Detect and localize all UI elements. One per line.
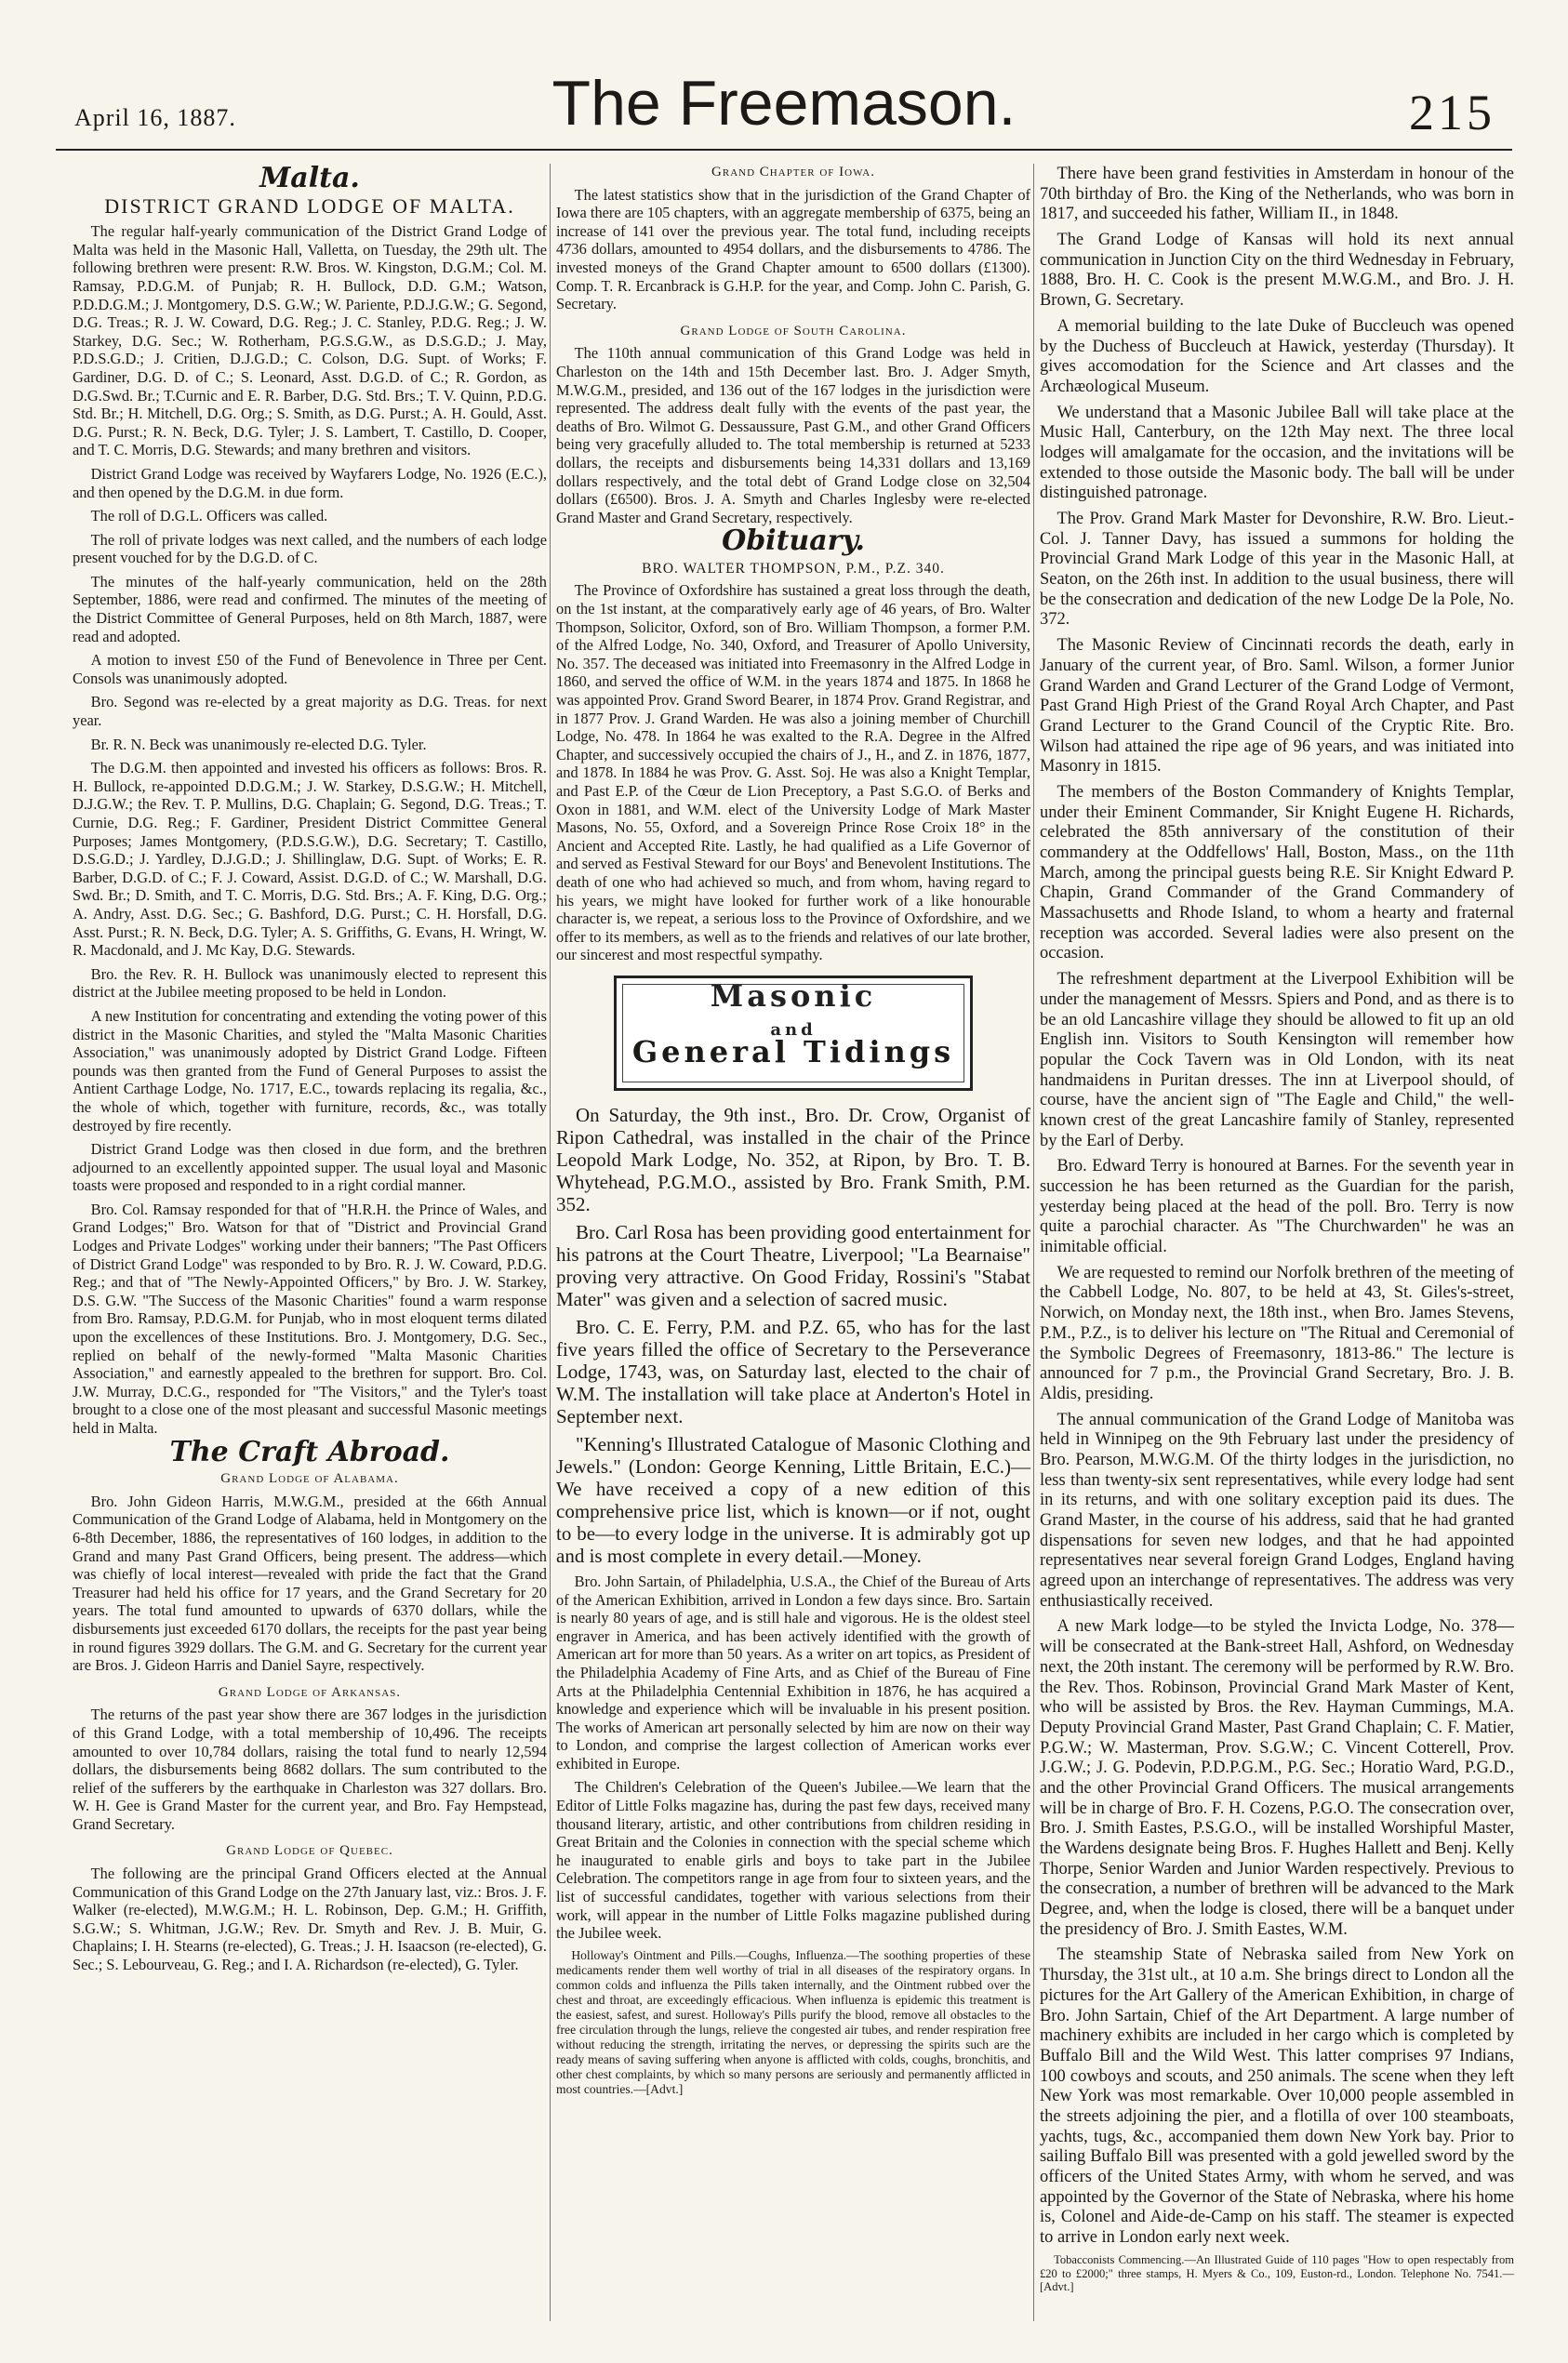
paragraph: The Masonic Review of Cincinnati records the death, early in January of the current year, of Bro. Saml. Wilson, a former Junior Grand Warden and Grand Lecturer of the Grand Lodge of Vermont, Past Grand High Priest of the Grand Royal Arch Chapter, and Past Grand Lecturer to the Grand Council of the Cryptic Rite. Bro. Wilson had attained the ripe age of 96 years, and was initiated into Masonry in 1815. xyxy=(1040,635,1514,776)
subheading: Grand Lodge of Arkansas. xyxy=(218,1684,402,1700)
paragraph: A new Mark lodge—to be styled the Invicta Lodge, No. 378—will be consecrated at the Bank-street Hall, Ashford, on Wednesday next, the 20th instant. The ceremony will be performed by R.W. Bro. the Rev. Thos. Robinson, Provincial Grand Mark Master of Kent, who will be assisted by Bros. the Rev. Hayman Cummings, M.A. Deputy Provincial Grand Master, Past Grand Chaplain; C. F. Matier, P.G.W.; W. Masterman, Prov. S.G.W.; C. Vincent Cotterell, Prov. J.G.W.; J. G. Podevin, P.D.P.G.M., P.G. Sec.; Horatio Ward, P.G.D., and the other Provincial Grand Officers. The musical arrangements will be in charge of Bro. F. H. Cozens, P.G.O. The consecration over, Bro. J. Smith Eastes, P.S.G.O., will be installed Worshipful Master, the Wardens designate being Bros. F. Hughes Hallett and Benj. Kelly Thorpe, Senior Warden and Junior Warden respectively. Previous to the consecration, a number of brethren will be advanced to the Mark Degree, and, when the lodge is closed, there will be a banquet under the presidency of Bro. J. Smith Eastes, W.M. xyxy=(1040,1616,1514,1938)
paragraph: On Saturday, the 9th inst., Bro. Dr. Crow, Organist of Ripon Cathedral, was installed in the chair of the Prince Leopold Mark Lodge, No. 352, at Ripon, by Bro. T. B. Whytehead, P.G.M.O., assisted by Bro. Frank Smith, P.M. 352. xyxy=(556,1103,1030,1215)
paragraph: Bro. C. E. Ferry, P.M. and P.Z. 65, who has for the last five years filled the office of Secretary to the Perseverance Lodge, 1743, was, on Saturday last, elected to the chair of W.M. The installation will take place at Anderton's Hotel in September next. xyxy=(556,1315,1030,1427)
banner-line: and xyxy=(770,1019,817,1040)
paper-title: The Freemason. xyxy=(551,68,1017,139)
column-divider xyxy=(1033,164,1034,2321)
paragraph: A motion to invest £50 of the Fund of Benevolence in Three per Cent. Consols was unanimously adopted. xyxy=(73,651,547,687)
paragraph: We are requested to remind our Norfolk brethren of the meeting of the Cabbell Lodge, No. 807, to be held at 43, St. Giles's-street, Norwich, on Monday next, the 18th inst., when Bro. James Stevens, P.M., P.Z., is to deliver his lecture on "The Ritual and Ceremonial of the Symbolic Degrees of Freemasonry, 1813-86." The lecture is announced for 7 p.m., the Provincial Grand Secretary, Bro. J. B. Aldis, presiding. xyxy=(1040,1262,1514,1402)
paragraph: The Children's Celebration of the Queen's Jubilee.—We learn that the Editor of Little Folks magazine has, during the past few days, received many thousand literary, artistic, and other contributions from children residing in Great Britain and the Colonies in connection with the special scheme which he inaugurated to enable girls and boys to take part in the Jubilee Celebration. The competitors range in age from four to sixteen years, and the list of successful candidates, together with various selections from their work, will appear in the number of Little Folks magazine published during the Jubilee week. xyxy=(556,1778,1030,1943)
paragraph: The annual communication of the Grand Lodge of Manitoba was held in Winnipeg on the 9th February last under the presidency of Bro. Pearson, M.W.G.M. Of the thirty lodges in the jurisdiction, no less than twenty-six sent representatives, while every lodge had sent in its returns, and with one solitary exception paid its dues. The Grand Master, in the course of his address, said that he had granted dispensations for seven new lodges, and that he had appointed representatives near several foreign Grand Lodges, England having agreed upon an interchange of representatives. The address was very enthusiastically received. xyxy=(1040,1409,1514,1610)
paragraph: The D.G.M. then appointed and invested his officers as follows: Bros. R. H. Bullock, re-appointed D.D.G.M.; J. W. Starkey, D.S.G.W.; H. Mitchell, D.J.G.W.; the Rev. T. P. Mullins, D.G. Chaplain; G. Segond, D.G. Treas.; T. Curnie, D.G. Reg.; F. Gardiner, President District Committee General Purposes; James Montgomery, (P.D.S.G.W.), D.G. Secretary; T. Castillo, D.S.G.D.; J. Yardley, D.J.G.D.; J. Shillinglaw, D.G. Supt. of Works; E. R. Barber, D.G.D. of C.; F. J. Coward, Assist. D.G.D. of C.; W. Marshall, D.G. Swd. Br.; D. Smith, and T. C. Morris, D.G. Std. Brs.; A. F. King, D.G. Org.; A. Andry, Asst. D.G. Sec.; G. Bashford, D.G. Purst.; C. H. Horsfall, D.G. Asst. Purst.; R. N. Beck, D.G. Tyler; A. S. Griffiths, G. Evans, H. Wringt, W. R. Macdonald, and J. Mc Kay, D.G. Stewards. xyxy=(73,759,547,960)
paragraph: There have been grand festivities in Amsterdam in honour of the 70th birthday of Bro. the King of the Netherlands, who was born in 1817, and succeeded his father, William II., in 1848. xyxy=(1040,164,1514,223)
paragraph: The minutes of the half-yearly communication, held on the 28th September, 1886, were read and confirmed. The minutes of the meeting of the District Committee of General Purposes, held on 8th March, 1887, were read and adopted. xyxy=(73,572,547,645)
issue-date: April 16, 1887. xyxy=(74,104,236,131)
page-number: 215 xyxy=(1409,85,1495,140)
paragraph: A memorial building to the late Duke of Buccleuch was opened by the Duchess of Buccleuch at Hawick, yesterday (Thursday). It gives accomodation for the Science and Art classes and the Archæological Museum. xyxy=(1040,315,1514,395)
subheading: Grand Lodge of Quebec. xyxy=(226,1843,393,1859)
paragraph: The Grand Lodge of Kansas will hold its next annual communication in Junction City on the third Wednesday in February, 1888, Bro. H. C. Cook is the present M.W.G.M., and Bro. J. H. Brown, G. Secretary. xyxy=(1040,230,1514,310)
paragraph: Br. R. N. Beck was unanimously re-elected D.G. Tyler. xyxy=(90,735,427,753)
masthead xyxy=(56,67,1512,141)
paragraph: "Kenning's Illustrated Catalogue of Masonic Clothing and Jewels." (London: George Kenning, Little Britain, E.C.)—We have received a copy of a new edition of this comprehensive price list, which is known—or if not, ought to be—to every lodge in the universe. It is admirably got up and is most complete in every detail.—Money. xyxy=(556,1432,1030,1567)
section-title-craft-abroad: The Craft Abroad. xyxy=(169,1435,450,1468)
paragraph: Bro. John Sartain, of Philadelphia, U.S.A., the Chief of the Bureau of Arts of the American Exhibition, arrived in London a few days since. Bro. Sartain is nearly 80 years of age, and is still hale and vigorous. He is the oldest steel engraver in America, and has been actively identified with the growth of American art for more than 50 years. As a writer on art topics, as President of the Philadelphia Academy of Fine Arts, and as Chief of the Bureau of Fine Arts at the Philadelphia Centennial Exhibition in 1876, he has acquired a knowledge and experience which will be invaluable in his present position. The works of American art personally selected by him are now on their way to London, and comprise the largest collection of American works ever exhibited in Europe. xyxy=(556,1572,1030,1772)
column-1 xyxy=(73,164,547,1980)
column-2 xyxy=(556,164,1030,2103)
paragraph: The regular half-yearly communication of the District Grand Lodge of Malta was held in the Masonic Hall, Valletta, on Tuesday, the 29th ult. The following brethren were present: R.W. Bros. W. Kingston, D.G.M.; Col. M. Ramsay, P.D.G.M. of Punjab; R. H. Bullock, D.D. G.M.; Watson, P.D.D.G.M.; J. Montgomery, D.S. G.W.; W. Pariente, P.D.J.G.W.; G. Segond, D.G. Treas.; R. J. W. Coward, D.G. Reg.; J. C. Stanley, P.D.G. Reg.; J. W. Starkey, D.G. Sec.; W. Rotherham, P.G.S.G.W., as D.S.G.D.; J. May, P.D.S.G.D.; J. Critien, D.J.G.D.; C. Colson, D.G. Supt. of Works; F. Gardiner, D.G. D. of C.; S. Leonard, Asst. D.G.D. of C.; R. Gordon, as D.G.Swd. Br.; T.Curnic and E. R. Barber, D.G. Std. Brs.; T. V. Quinn, P.D.G. Std. Br.; H. Mitchell, D.G. Org.; S. Smith, as D.G. Purst.; A. H. Gould, Asst. D.G. Purst.; R. N. Beck, D.G. Tyler; J. S. Lambert, T. Castillo, D. Cooper, and T. C. Morris, D.G. Stewards; and many brethren and visitors. xyxy=(73,222,547,459)
paragraph: The refreshment department at the Liverpool Exhibition will be under the management of Messrs. Spiers and Pond, and as there is to be an old Lancashire village they should be allowed to fit up an old English inn. Visitors to South Kensington will remember how popular the Cock Tavern was in Old London, with its neat handmaidens in Puritan dresses. The inn at Liverpool should, of course, have the ancient sign of "The Eagle and Child," the well-known crest of the great Lancashire family of Stanley, represented by the Earl of Derby. xyxy=(1040,969,1514,1149)
masthead-rule xyxy=(56,149,1512,151)
masonic-tidings-banner xyxy=(614,976,973,1091)
subheading: Grand Chapter of Iowa. xyxy=(711,165,875,179)
paragraph: We understand that a Masonic Jubilee Ball will take place at the Music Hall, Canterbury, on the 12th May next. The three local lodges will amalgamate for the occasion, and the invitations will be extended to those outside the Masonic body. The ball will be under distinguished patronage. xyxy=(1040,402,1514,502)
paragraph: The members of the Boston Commandery of Knights Templar, under their Eminent Commander, Sir Knight Eugene H. Richards, celebrated the 85th anniversary of the constitution of their commandery at the Oddfellows' Hall, Boston, Mass., on the 11th March, among the principal guests being R.E. Sir Knight Edward P. Chapin, Grand Commander of the Grand Commandery of Massachusetts and Rhode Island, to whom a hearty and fraternal reception was accorded. Several ladies were also present on the occasion. xyxy=(1040,781,1514,962)
paragraph: The Province of Oxfordshire has sustained a great loss through the death, on the 1st instant, at the comparatively early age of 46 years, of Bro. Walter Thompson, Solicitor, Oxford, son of Bro. William Thompson, a former P.M. of the Alfred Lodge, No. 340, Oxford, and Treasurer of Apollo University, No. 357. The deceased was initiated into Freemasonry in the Alfred Lodge in 1860, and served the office of W.M. in the years 1874 and 1875. In 1868 he was appointed Prov. Grand Sword Bearer, in 1874 Prov. Grand Registrar, and in 1877 Prov. J. Grand Warden. He was also a joining member of Churchill Lodge, No. 478. In 1864 he was exalted to the R.A. Degree in the Alfred Chapter, and successively occupied the chairs of J., H., and Z. in 1876, 1877, and 1878. In 1884 he was Prov. G. Asst. Soj. He was also a Knight Templar, and Past E.P. of the Cœur de Lion Preceptory, a Past S.G.O. of Berks and Oxon in 1881, and W.M. elect of the University Lodge of Mark Master Masons, No. 55, Oxford, and a Sovereign Prince Rose Croix 18° in the Ancient and Accepted Rite. Lastly, he had qualified as a Life Governor of and served as Festival Steward for our Boys' and Benevolent Institutions. The death of one who had achieved so much, and from whom, having regard to his years, we might have looked for further work of a like honourable character is, we repeat, a serious loss to the Province of Oxfordshire, and we offer to its members, as well as to the friends and relatives of our late brother, our sincerest and most respectful sympathy. xyxy=(556,581,1030,964)
article-heading: DISTRICT GRAND LODGE OF MALTA. xyxy=(104,193,515,218)
article-body xyxy=(73,222,547,1437)
banner-line: Masonic xyxy=(710,977,877,1014)
paragraph: The Prov. Grand Mark Master for Devonshire, R.W. Bro. Lieut.-Col. J. Tanner Davy, has issued a summons for holding the Provincial Grand Mark Lodge of this year in the Masonic Hall, at Seaton, on the 26th inst. In addition to the usual business, there will be the consecration and dedication of the new Lodge De la Pole, No. 372. xyxy=(1040,509,1514,629)
paragraph: The steamship State of Nebraska sailed from New York on Thursday, the 31st ult., at 10 a.m. She brings direct to London all the pictures for the Art Gallery of the American Exhibition, in charge of Bro. John Sartain, Chief of the Art Department. A large number of machinery exhibits are included in her cargo which is completed by Buffalo Bill and the Wild West. This latter comprises 97 Indians, 100 cowboys and scouts, and 250 animals. The scene when they left New York was most remarkable. Over 10,000 people assembled in the streets adjoining the pier, and a flotilla of over 100 steamboats, yachts, tugs, &c., accompanied them down New York bay. Prior to sailing Buffalo Bill was presented with a gold jewelled sword by the officers of the United States Army, with whom he served, and was appointed by the Governor of the State of Nebraska, where his home is, Colonel and Aide-de-Camp on his staff. The steamer is expected to arrive in London early next week. xyxy=(1040,1945,1514,2247)
article-heading: BRO. WALTER THOMPSON, P.M., P.Z. 340. xyxy=(642,560,945,577)
column-divider xyxy=(550,164,551,2321)
paragraph: The roll of private lodges was next called, and the numbers of each lodge present vouched for by the D.G.D. of C. xyxy=(73,530,547,567)
paragraph: The latest statistics show that in the jurisdiction of the Grand Chapter of Iowa there are 105 chapters, with an aggregate membership of 6375, being an increase of 141 over the previous year. The total fund, including receipts 4736 dollars, amounted to 4954 dollars, and the disbursements to 4786. The invested moneys of the Grand Chapter amount to 6500 dollars (£1300). Comp. T. R. Ercanbrack is G.H.P. for the year, and Comp. John C. Parish, G. Secretary. xyxy=(556,185,1030,313)
paragraph: Bro. Carl Rosa has been providing good entertainment for his patrons at the Court Theatre, Liverpool; "La Bearnaise" proving very attractive. On Good Friday, Rossini's "Stabat Mater" was given and a selection of sacred music. xyxy=(556,1220,1030,1310)
paragraph: Bro. the Rev. R. H. Bullock was unanimously elected to represent this district at the Jubilee meeting proposed to be held in London. xyxy=(73,964,547,1002)
subheading: Grand Lodge of South Carolina. xyxy=(680,323,907,339)
paragraph: Bro. John Gideon Harris, M.W.G.M., presided at the 66th Annual Communication of the Grand Lodge of Alabama, held in Montgomery on the 6-8th December, 1886, the representatives of 160 lodges, in addition to the Grand and many Past Grand Officers, being present. The address—which was chiefly of local interest—revealed with pride the fact that the Grand Treasurer had held his office for 17 years, and the Grand Secretary for 20 years. The total fund amounted to upwards of 6370 dollars, while the disbursements just exceeded 6170 dollars, the receipts for the past year being in round figures 3929 dollars. The G.M. and G. Secretary for the current year are Bros. J. Gideon Harris and Daniel Sayre, respectively. xyxy=(73,1492,547,1675)
paragraph: District Grand Lodge was then closed in due form, and the brethren adjourned to an excellently appointed supper. The usual loyal and Masonic toasts were proposed and responded to in a right cordial manner. xyxy=(73,1140,547,1195)
paragraph: Bro. Edward Terry is honoured at Barnes. For the seventh year in succession he has been returned as the Guardian for the parish, yesterday being placed at the head of the poll. Bro. Terry is now quite a parochial character. As "The Churchwarden" he was an inimitable official. xyxy=(1040,1156,1514,1256)
paragraph: The roll of D.G.L. Officers was called. xyxy=(90,507,328,525)
paragraph: The following are the principal Grand Officers elected at the Annual Communication of this Grand Lodge on the 27th January last, viz.: Bros. J. F. Walker (re-elected), M.W.G.M.; H. L. Robinson, Dep. G.M.; H. Griffith, S.G.W.; S. Whitman, J.G.W.; Rev. Dr. Smyth and Rev. J. B. Muir, G. Chaplains; I. H. Stearns (re-elected), G. Treas.; J. H. Isaacson (re-elected), G. Sec.; S. Lebourveau, G. Reg.; and I. A. Richardson (re-elected), G. Tyler. xyxy=(73,1865,547,1974)
column-3 xyxy=(1040,164,1514,2300)
paragraph: Bro. Col. Ramsay responded for that of "H.R.H. the Prince of Wales, and Grand Lodges;" Bro. Watson for that of "District and Provincial Grand Lodges and Private Lodges" working under their banners; "The Past Officers of District Grand Lodge" was responded to by Bro. R. J. W. Coward, P.D.G. Reg.; and that of "The Newly-Appointed Officers," by Bro. J. W. Starkey, D.S. G.W. "The Success of the Masonic Charities" found a warm response from Bro. Ramsay, P.D.G.M. for Punjab, who in most eloquent terms dilated upon the excellences of these Institutions. Bro. J. Montgomery, D.G. Sec., replied on behalf of the newly-formed "Malta Masonic Charities Association," and earnestly appealed to the brethren for support. Bro. Col. J.W. Murray, D.C.G., responded for "The Visitors," and the Tyler's toast brought to a close one of the most pleasant and successful Masonic meetings held in Malta. xyxy=(73,1200,547,1437)
paragraph: Bro. Segond was re-elected by a great majority as D.G. Treas. for next year. xyxy=(73,693,547,730)
subheading: Grand Lodge of Alabama. xyxy=(220,1471,399,1487)
advertisement: Tobacconists Commencing.—An Illustrated Guide of 110 pages "How to open respectably from £20 to £2000;" three stamps, H. Myers & Co., 109, Euston-rd., London. Telephone No. 7541.—[Advt.] xyxy=(1040,2252,1514,2294)
paragraph: District Grand Lodge was received by Wayfarers Lodge, No. 1926 (E.C.), and then opened by the D.G.M. in due form. xyxy=(73,464,547,501)
paragraph: The returns of the past year show there are 367 lodges in the jurisdiction of this Grand Lodge, with a total membership of 10,496. The receipts amounted to over 10,784 dollars, raising the total fund to nearly 12,594 dollars, the disbursements being 8682 dollars. The sum contributed to the relief of the sufferers by the earthquake in Charleston was 327 dollars. Bro. W. H. Gee is Grand Master for the current year, and Bro. Fay Hempstead, Grand Secretary. xyxy=(73,1706,547,1833)
paragraph: The 110th annual communication of this Grand Lodge was held in Charleston on the 14th and 15th December last. Bro. J. Adger Smyth, M.W.G.M., presided, and 136 out of the 167 lodges in the jurisdiction were represented. The address dealt fully with the events of the past year, the deaths of Bro. Wilmot G. Dessaussure, Past G.M., and other Grand Officers being very gracefully alluded to. The total membership is returned at 5233 dollars, the receipts and disbursements being 14,331 dollars and 13,169 dollars respectively, and the total debt of Grand Lodge close on 32,504 dollars (£6500). Bros. J. A. Smyth and Charles Inglesby were re-elected Grand Master and Grand Secretary, respectively. xyxy=(556,344,1030,526)
paragraph: A new Institution for concentrating and extending the voting power of this district in the Masonic Charities, and styled the "Malta Masonic Charities Association," was unanimously adopted by District Grand Lodge. Fifteen pounds was then granted from the Fund of General Purposes to assist the Antient Carthage Lodge, No. 1717, E.C., towards replacing its regalia, &c., the whole of which, together with furniture, records, &c., was totally destroyed by fire recently. xyxy=(73,1006,547,1135)
section-title-malta: Malta. xyxy=(259,162,360,194)
section-title-obituary: Obituary. xyxy=(722,524,865,558)
banner-line: General Tidings xyxy=(631,1033,955,1069)
advertisement: Holloway's Ointment and Pills.—Coughs, Influenza.—The soothing properties of these medicaments render them well worthy of trial in all diseases of the respiratory organs. In common colds and influenza the Pills taken internally, and the Ointment rubbed over the chest and throat, are exceedingly efficacious. When influenza is epidemic this treatment is the easiest, safest, and surest. Holloway's Pills purify the blood, remove all obstacles to the free circulation through the lungs, relieve the congested air tubes, and render respiration free without reducing the strength, irritating the nerves, or depressing the spirits such are the ready means of saving suffering when anyone is afflicted with colds, coughs, bronchitis, and other chest complaints, by which so many persons are seriously and permanently afflicted in most countries.—[Advt.] xyxy=(556,1947,1030,2096)
